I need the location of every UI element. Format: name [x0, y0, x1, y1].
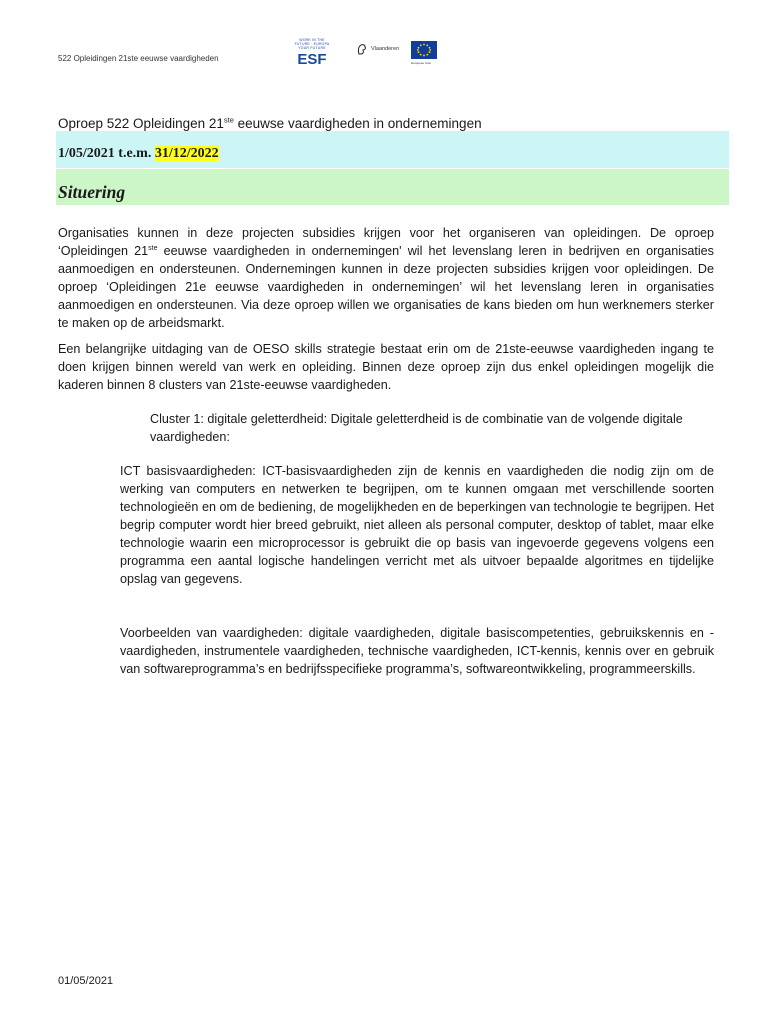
cluster-paragraph: Cluster 1: digitale geletterdheid: Digitale geletterdheid is de combinatie van de volgende digitale vaardigheden:	[150, 412, 683, 444]
footer-date: 01/05/2021	[58, 975, 114, 987]
title-prefix: Oproep 522 Opleidingen 21	[58, 116, 224, 131]
section-heading: Situering	[58, 182, 126, 202]
page-title	[58, 116, 482, 131]
vlaanderen-logo	[356, 42, 399, 56]
examples-paragraph: Voorbeelden van vaardigheden: digitale vaardigheden, digitale basiscompetenties, gebruikskennis en -vaardigheden, instrumentele vaardigheden, technische vaardigheden, ICT-kennis, kennis over en gebruik van softwareprogramma’s en bedrijfsspecifieke programma’s, softwareontwikkeling, programmeerskills.	[120, 626, 714, 676]
date-to-highlight: 31/12/2022	[154, 146, 219, 161]
logo-strip	[292, 38, 441, 66]
intro-part-a: Organisaties kunnen in deze projecten subsidies krijgen voor het organiseren van opleidingen. De oproep ‘Opleidingen 21	[58, 226, 714, 258]
title-sup: ste	[223, 115, 234, 125]
esf-tagline: WORK IN THE FUTURE · EUROPA YOUR FUTURE	[294, 38, 330, 50]
ict-paragraph: ICT basisvaardigheden: ICT-basisvaardigheden zijn de kennis en vaardigheden die nodig zijn om de werking van computers en netwerken te begrijpen, om te kunnen omgaan met verschillende soorten technologieën en om de bediening, de mogelijkheden en de beperkingen van technologie te begrijpen. Het begrip computer wordt hier breed gebruikt, niet alleen als personal computer, desktop of tablet, maar elke technologie waarin een microprocessor is gebruikt die op basis van ingevoerde gegevens volgens een programma een aantal logische handelingen verricht met als uitvoer bepaalde algoritmes en tijdelijke opslag van gegevens.	[120, 464, 714, 586]
date-range-band	[56, 131, 729, 168]
lion-icon	[356, 42, 368, 56]
intro-sup: ste	[148, 244, 158, 252]
esf-wordmark: ESF	[297, 51, 327, 68]
running-header-title: 522 Opleidingen 21ste eeuwse vaardigheden	[58, 54, 219, 63]
date-from: 1/05/2021 t.e.m.	[58, 146, 155, 161]
vlaanderen-text: Vlaanderen	[371, 46, 400, 52]
section-heading-band	[56, 169, 729, 205]
oeso-paragraph: Een belangrijke uitdaging van de OESO skills strategie bestaat erin om de 21ste-eeuwse vaardigheden ingang te doen krijgen binnen wereld van werk en opleiding. Binnen deze oproep zijn dus enkel opleidingen mogelijk die kaderen binnen 8 clusters van 21ste-eeuwse vaardigheden.	[58, 342, 714, 392]
intro-paragraph	[58, 224, 714, 332]
eu-flag-icon	[411, 41, 437, 59]
esf-logo	[292, 38, 332, 66]
title-suffix: eeuwse vaardigheden in ondernemingen	[233, 116, 482, 131]
intro-part-b: eeuwse vaardigheden in ondernemingen' wil het levenslang leren in bedrijven en organisaties aanmoedigen en ondersteunen. Ondernemingen kunnen in deze projecten subsidies krijgen voor opleidingen. De oproep ‘Opleidingen 21e eeuwse vaardigheden in ondernemingen’ wil het levenslang leren in organisaties aanmoedigen en ondersteunen. Via deze oproep willen we organisaties de kans bieden om hun werknemers sterker te maken op de arbeidsmarkt.	[58, 244, 714, 330]
eu-caption: Europese Unie	[411, 61, 431, 65]
eu-logo	[411, 41, 441, 65]
